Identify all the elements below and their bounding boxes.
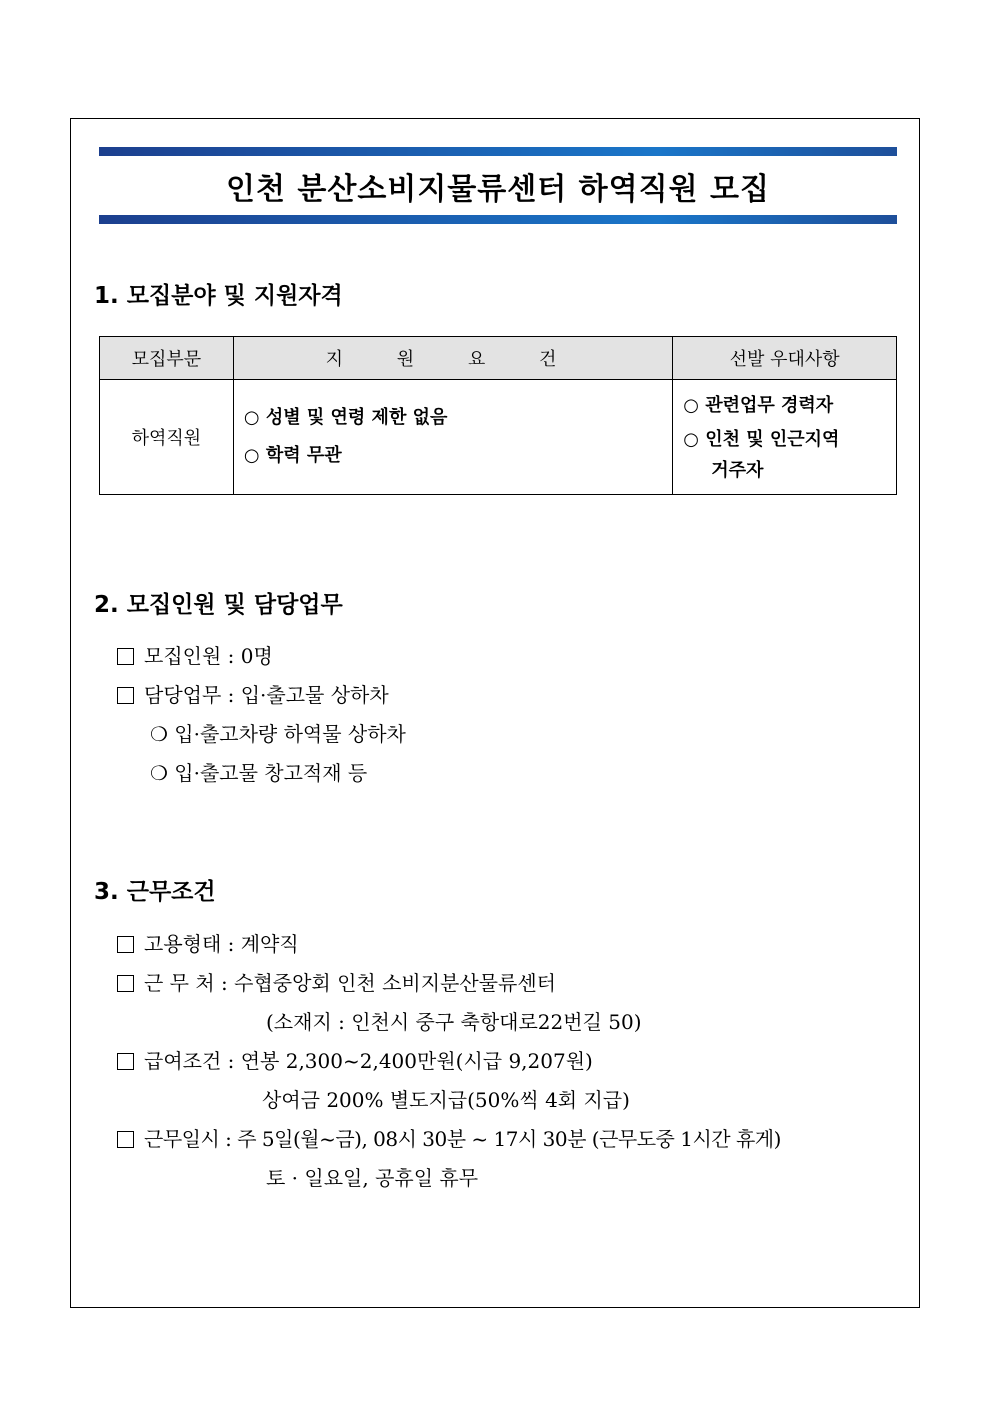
- section3-heading: 3. 근무조건: [94, 879, 216, 905]
- workplace-item: 근 무 처 : 수협중앙회 인천 소비지분산물류센터: [117, 967, 556, 996]
- section1-heading: 1. 모집분야 및 지원자격: [94, 283, 343, 309]
- checkbox-square-icon: [117, 1053, 134, 1070]
- checkbox-square-icon: [117, 975, 134, 992]
- checkbox-square-icon: [117, 936, 134, 953]
- checkbox-square-icon: [117, 687, 134, 704]
- table-header-row: [100, 337, 897, 380]
- salary-item: 급여조건 : 연봉 2,300~2,400만원(시급 9,207원): [117, 1045, 593, 1074]
- duty-item: 담당업무 : 입·출고물 상하차: [117, 679, 389, 708]
- division-cell: 하역직원: [100, 380, 234, 495]
- checkbox-square-icon: [117, 648, 134, 665]
- requirement-education: ○ 학력 무관: [243, 445, 342, 466]
- title-top-bar: [99, 147, 897, 156]
- preferences-cell: [673, 380, 897, 495]
- col-preferences-header: 선발 우대사항: [673, 337, 897, 380]
- checkbox-square-icon: [117, 1131, 134, 1148]
- requirements-table: [99, 336, 897, 495]
- section2-heading: 2. 모집인원 및 담당업무: [94, 592, 343, 618]
- preference-local: ○ 인천 및 인근지역: [683, 429, 840, 450]
- col-requirements-header: 지 원 요 건: [233, 337, 672, 380]
- table-row: [100, 380, 897, 495]
- preference-local-cont: 거주자: [711, 460, 764, 481]
- workplace-address: (소재지 : 인천시 중구 축항대로22번길 50): [266, 1010, 642, 1034]
- page-title: 인천 분산소비지물류센터 하역직원 모집: [226, 172, 770, 207]
- work-hours-item: 근무일시 : 주 5일(월~금), 08시 30분 ~ 17시 30분 (근무도중 1시간 휴게): [117, 1123, 781, 1152]
- duty-sub-item-storage: ❍ 입·출고물 창고적재 등: [150, 761, 368, 785]
- bonus-line: 상여금 200% 별도지급(50%씩 4회 지급): [262, 1088, 630, 1112]
- duty-sub-item-loading: ❍ 입·출고차량 하역물 상하차: [150, 722, 406, 746]
- employment-type-item: 고용형태 : 계약직: [117, 928, 299, 957]
- headcount-item: 모집인원 : 0명: [117, 640, 273, 669]
- holidays-line: 토 · 일요일, 공휴일 휴무: [266, 1166, 479, 1190]
- preference-experience: ○ 관련업무 경력자: [683, 395, 834, 416]
- title-bottom-bar: [99, 215, 897, 224]
- col-division-header: 모집부문: [100, 337, 234, 380]
- requirement-gender-age: ○ 성별 및 연령 제한 없음: [243, 407, 448, 428]
- requirements-cell: [233, 380, 672, 495]
